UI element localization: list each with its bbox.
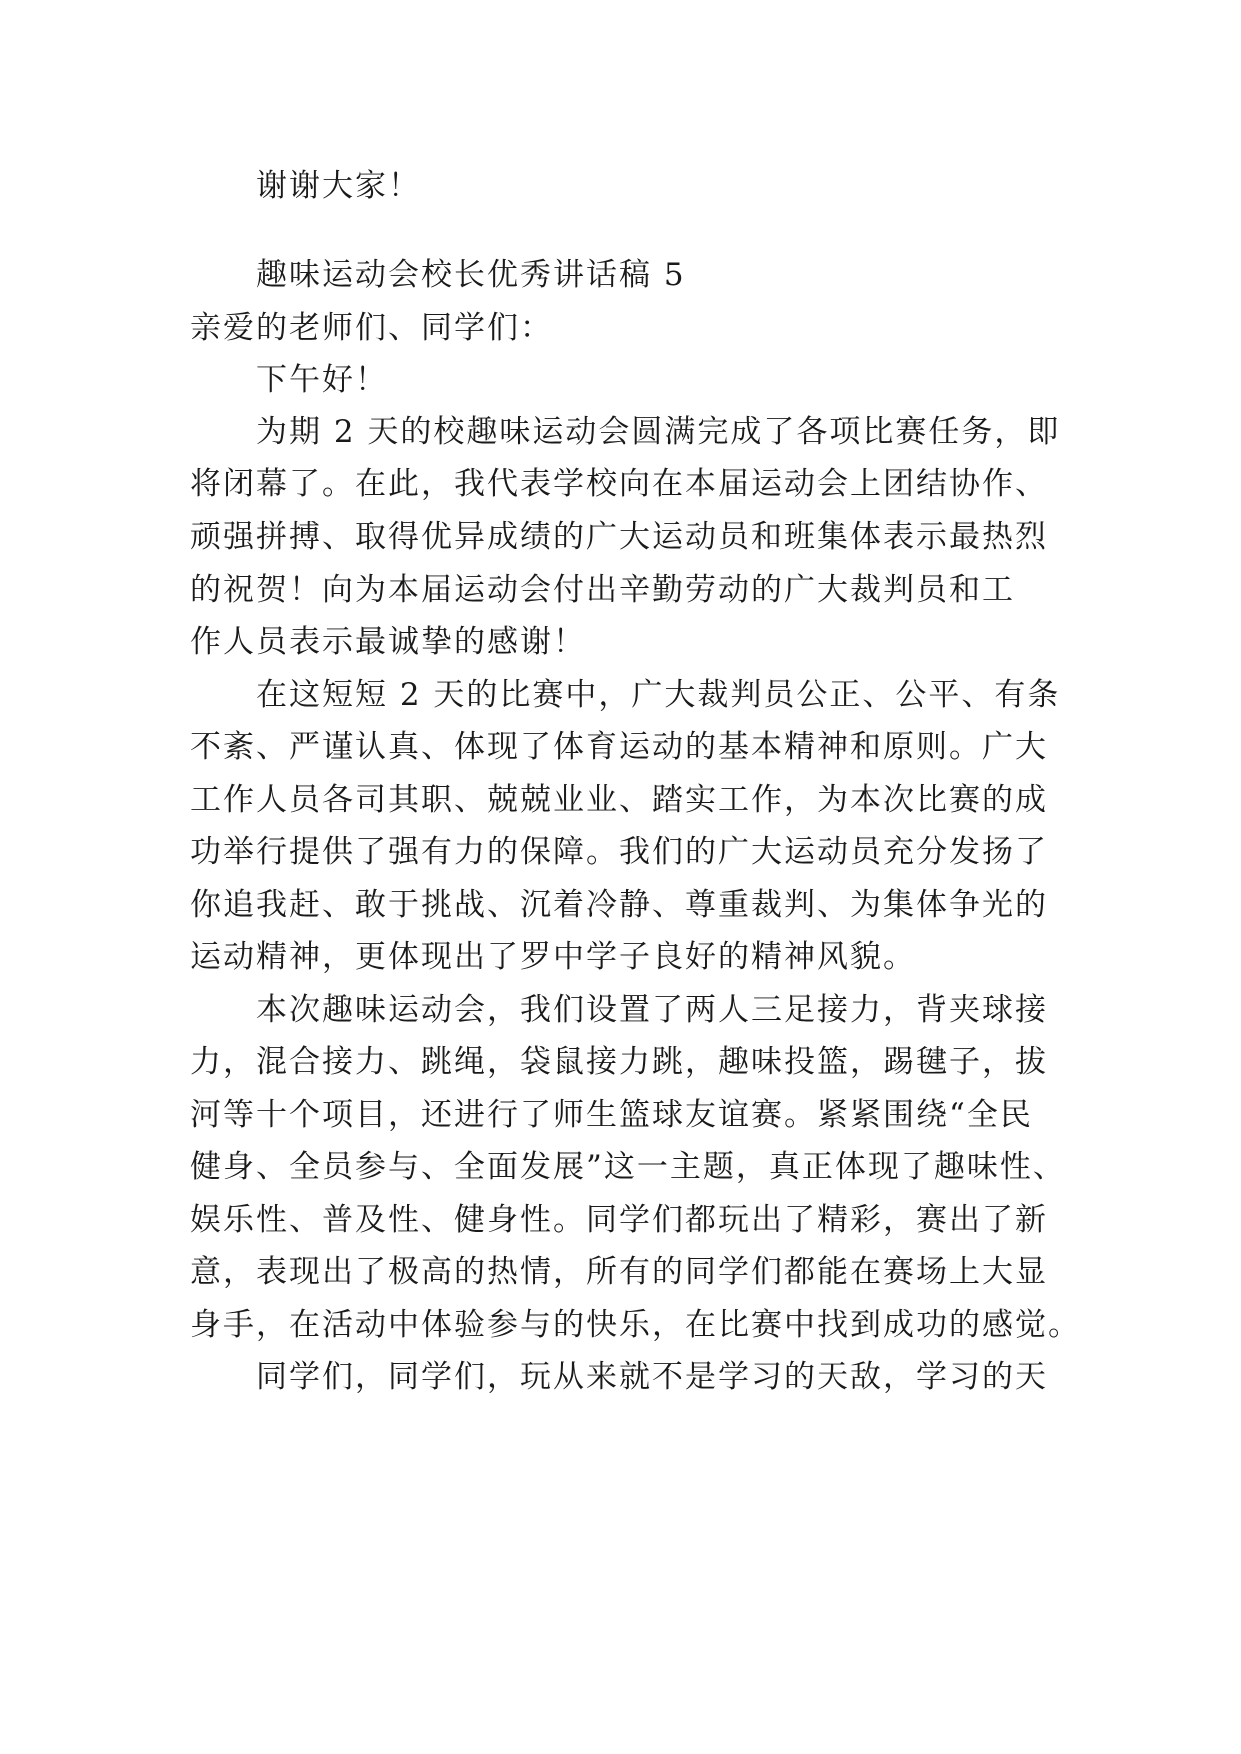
paragraph-line: 顽强拼搏、取得优异成绩的广大运动员和班集体表示最热烈: [190, 519, 1048, 555]
greeting: 下午好！: [256, 362, 388, 398]
paragraph-line: 不紊、严谨认真、体现了体育运动的基本精神和原则。广大: [190, 729, 1048, 765]
paragraph-line: 意，表现出了极高的热情，所有的同学们都能在赛场上大显: [190, 1254, 1048, 1290]
paragraph-line: 将闭幕了。在此，我代表学校向在本届运动会上团结协作、: [190, 466, 1048, 502]
paragraph-line: 工作人员各司其职、兢兢业业、踏实工作，为本次比赛的成: [190, 782, 1048, 818]
closing-thanks: 谢谢大家！: [256, 168, 421, 204]
paragraph-line: 运动精神，更体现出了罗中学子良好的精神风貌。: [190, 939, 916, 975]
paragraph-line: 你追我赶、敢于挑战、沉着冷静、尊重裁判、为集体争光的: [190, 887, 1048, 923]
salutation: 亲爱的老师们、同学们：: [190, 310, 553, 346]
paragraph-line: 娱乐性、普及性、健身性。同学们都玩出了精彩，赛出了新: [190, 1202, 1048, 1238]
paragraph-line: 的祝贺！向为本届运动会付出辛勤劳动的广大裁判员和工: [190, 572, 1015, 608]
paragraph-line: 健身、全员参与、全面发展”这一主题，真正体现了趣味性、: [190, 1149, 1066, 1185]
paragraph-line: 在这短短 2 天的比赛中，广大裁判员公正、公平、有条: [256, 677, 1061, 713]
paragraph-line: 作人员表示最诚挚的感谢！: [190, 624, 586, 660]
paragraph-line: 河等十个项目，还进行了师生篮球友谊赛。紧紧围绕“全民: [190, 1097, 1033, 1133]
paragraph-line: 身手，在活动中体验参与的快乐，在比赛中找到成功的感觉。: [190, 1307, 1081, 1343]
paragraph-line: 功举行提供了强有力的保障。我们的广大运动员充分发扬了: [190, 834, 1048, 870]
speech-title: 趣味运动会校长优秀讲话稿 5: [256, 257, 686, 293]
paragraph-line: 本次趣味运动会，我们设置了两人三足接力，背夹球接: [256, 992, 1048, 1028]
paragraph-line: 为期 2 天的校趣味运动会圆满完成了各项比赛任务，即: [256, 414, 1061, 450]
paragraph-line: 同学们，同学们，玩从来就不是学习的天敌，学习的天: [256, 1359, 1048, 1395]
paragraph-line: 力，混合接力、跳绳，袋鼠接力跳，趣味投篮，踢毽子，拔: [190, 1044, 1048, 1080]
